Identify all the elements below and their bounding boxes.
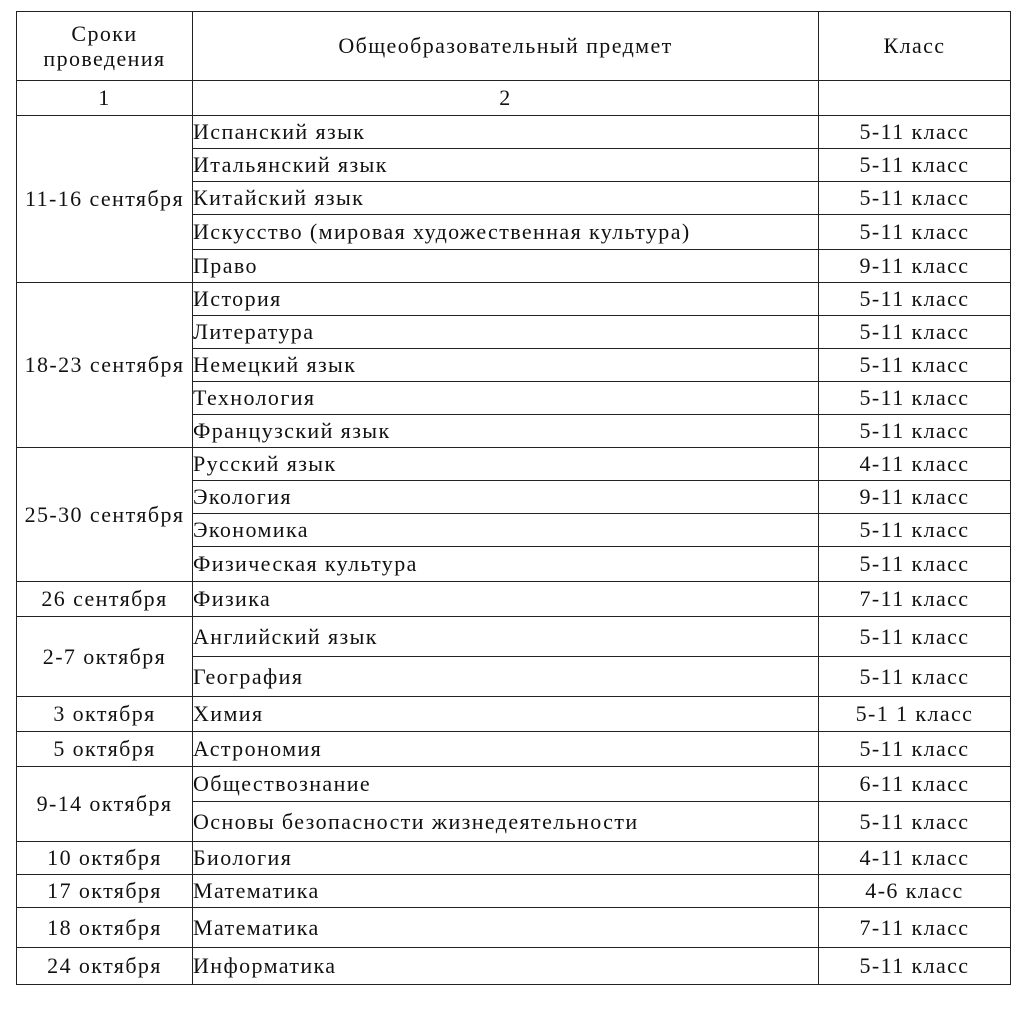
subject-cell: Биология <box>193 842 819 875</box>
grade-cell: 5-11 класс <box>819 283 1011 316</box>
table-row <box>17 842 1011 875</box>
grade-cell: 5-11 класс <box>819 215 1011 250</box>
grade-cell: 5-11 класс <box>819 514 1011 547</box>
grade-cell: 4-11 класс <box>819 842 1011 875</box>
grade-cell: 9-11 класс <box>819 481 1011 514</box>
subject-cell: Технология <box>193 382 819 415</box>
grade-cell: 5-11 класс <box>819 182 1011 215</box>
date-cell: 5 октября <box>17 732 193 767</box>
grade-cell: 7-11 класс <box>819 582 1011 617</box>
column-number-1: 1 <box>17 81 193 116</box>
grade-cell: 6-11 класс <box>819 767 1011 802</box>
date-cell: 25-30 сентября <box>17 448 193 582</box>
subject-cell: Математика <box>193 875 819 908</box>
subject-cell: Испанский язык <box>193 116 819 149</box>
date-cell: 17 октября <box>17 875 193 908</box>
subject-cell: Русский язык <box>193 448 819 481</box>
grade-cell: 4-11 класс <box>819 448 1011 481</box>
grade-cell: 5-11 класс <box>819 316 1011 349</box>
date-cell: 10 октября <box>17 842 193 875</box>
grade-cell: 5-11 класс <box>819 149 1011 182</box>
table-row <box>17 875 1011 908</box>
column-number-row <box>17 81 1011 116</box>
subject-cell: Немецкий язык <box>193 349 819 382</box>
subject-cell: Информатика <box>193 948 819 985</box>
subject-cell: Литература <box>193 316 819 349</box>
header-row <box>17 12 1011 81</box>
subject-cell: Химия <box>193 697 819 732</box>
grade-cell: 5-11 класс <box>819 802 1011 842</box>
grade-cell: 5-11 класс <box>819 415 1011 448</box>
column-number-3 <box>819 81 1011 116</box>
table-row <box>17 448 1011 481</box>
date-cell: 11-16 сентября <box>17 116 193 283</box>
header-dates: Сроки проведения <box>17 12 193 81</box>
olympiad-schedule-table <box>16 11 1011 985</box>
subject-cell: Искусство (мировая художественная культура) <box>193 215 819 250</box>
table-row <box>17 908 1011 948</box>
grade-cell: 5-11 класс <box>819 732 1011 767</box>
date-cell: 3 октября <box>17 697 193 732</box>
subject-cell: Английский язык <box>193 617 819 657</box>
grade-cell: 5-11 класс <box>819 617 1011 657</box>
subject-cell: Экология <box>193 481 819 514</box>
column-number-2: 2 <box>193 81 819 116</box>
table-row <box>17 697 1011 732</box>
subject-cell: История <box>193 283 819 316</box>
header-subject: Общеобразовательный предмет <box>193 12 819 81</box>
grade-cell: 5-11 класс <box>819 349 1011 382</box>
table-row <box>17 617 1011 657</box>
subject-cell: Астрономия <box>193 732 819 767</box>
grade-cell: 5-1 1 класс <box>819 697 1011 732</box>
subject-cell: Физическая культура <box>193 547 819 582</box>
header-grade: Класс <box>819 12 1011 81</box>
subject-cell: Итальянский язык <box>193 149 819 182</box>
grade-cell: 7-11 класс <box>819 908 1011 948</box>
grade-cell: 5-11 класс <box>819 382 1011 415</box>
grade-cell: 4-6 класс <box>819 875 1011 908</box>
subject-cell: Экономика <box>193 514 819 547</box>
subject-cell: География <box>193 657 819 697</box>
date-cell: 24 октября <box>17 948 193 985</box>
table-row <box>17 116 1011 149</box>
subject-cell: Право <box>193 250 819 283</box>
subject-cell: Китайский язык <box>193 182 819 215</box>
table-row <box>17 767 1011 802</box>
date-cell: 9-14 октября <box>17 767 193 842</box>
grade-cell: 5-11 класс <box>819 547 1011 582</box>
subject-cell: Французский язык <box>193 415 819 448</box>
subject-cell: Физика <box>193 582 819 617</box>
date-cell: 18 октября <box>17 908 193 948</box>
table-row <box>17 283 1011 316</box>
table-row <box>17 948 1011 985</box>
grade-cell: 5-11 класс <box>819 116 1011 149</box>
subject-cell: Основы безопасности жизнедеятельности <box>193 802 819 842</box>
date-cell: 26 сентября <box>17 582 193 617</box>
table-row <box>17 582 1011 617</box>
date-cell: 18-23 сентября <box>17 283 193 448</box>
grade-cell: 5-11 класс <box>819 657 1011 697</box>
subject-cell: Математика <box>193 908 819 948</box>
table-row <box>17 732 1011 767</box>
grade-cell: 9-11 класс <box>819 250 1011 283</box>
grade-cell: 5-11 класс <box>819 948 1011 985</box>
subject-cell: Обществознание <box>193 767 819 802</box>
date-cell: 2-7 октября <box>17 617 193 697</box>
